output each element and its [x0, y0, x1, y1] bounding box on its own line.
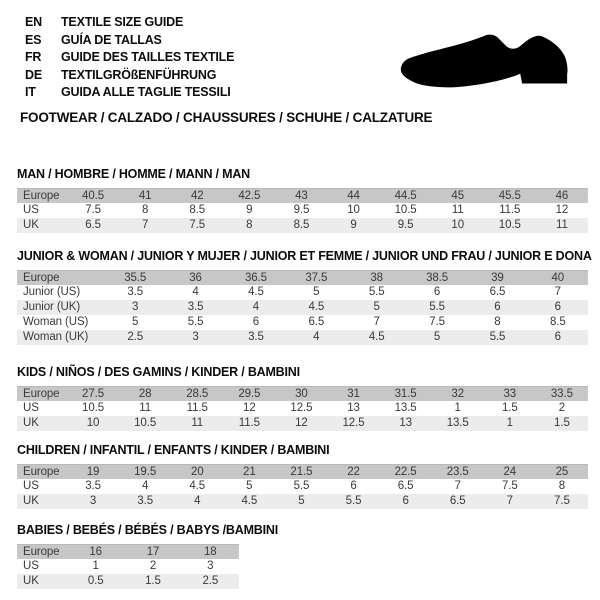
size-cell: 46 — [555, 190, 569, 202]
size-cell: 39 — [491, 272, 504, 284]
size-cell: 4.5 — [189, 480, 206, 492]
size-cell: 7.5 — [554, 495, 570, 507]
size-cell: 3.5 — [187, 301, 204, 313]
row-label: US — [23, 560, 39, 572]
size-cell: 25 — [555, 466, 569, 478]
size-cell: 5.5 — [293, 480, 310, 492]
size-table — [17, 464, 588, 509]
section-title: BABIES / BEBÉS / BÉBÉS / BABYS /BAMBINI — [17, 523, 278, 537]
size-table — [17, 386, 588, 431]
table-row — [17, 218, 588, 233]
size-cell: 7 — [373, 316, 380, 328]
size-cell: 3 — [89, 495, 97, 507]
size-cell: 42.5 — [238, 190, 261, 202]
size-cell: 31 — [347, 388, 360, 400]
size-cell: 12 — [295, 417, 308, 429]
size-cell: 33 — [503, 388, 517, 400]
size-cell: 45 — [451, 190, 464, 202]
size-cell: 4.5 — [248, 286, 264, 298]
size-cell: 11 — [451, 204, 464, 216]
language-row — [25, 32, 234, 50]
size-cell: 36.5 — [244, 272, 267, 284]
size-cell: 40 — [551, 272, 565, 284]
language-code: DE — [25, 67, 42, 82]
size-cell: 13 — [347, 402, 360, 414]
size-cell: 11.5 — [499, 204, 521, 216]
row-label: Junior (UK) — [23, 301, 81, 313]
size-cell: 4 — [192, 286, 199, 298]
size-cell: 12.5 — [342, 417, 365, 429]
size-cell: 7 — [141, 219, 149, 231]
size-cell: 42 — [190, 190, 204, 202]
size-cell: 2.5 — [202, 575, 219, 587]
size-cell: 7 — [454, 480, 461, 492]
table-row — [17, 315, 588, 330]
size-cell: 8 — [494, 316, 501, 328]
row-label: UK — [23, 495, 39, 507]
row-label: UK — [23, 219, 39, 231]
section-title: JUNIOR & WOMAN / JUNIOR Y MUJER / JUNIOR ET FEMME / JUNIOR UND FRAU / JUNIOR E DONA — [17, 249, 592, 263]
size-cell: 40.5 — [82, 190, 105, 202]
section-title: MAN / HOMBRE / HOMME / MANN / MAN — [17, 167, 250, 181]
table-row — [17, 574, 239, 589]
row-label: UK — [23, 575, 39, 587]
size-cell: 11 — [139, 402, 152, 414]
size-table — [17, 188, 588, 233]
size-cell: 41 — [138, 190, 152, 202]
row-label: Europe — [23, 388, 60, 400]
section-babies — [17, 524, 588, 589]
size-cell: 3 — [207, 560, 214, 572]
size-cell: 7 — [554, 286, 561, 298]
language-code: ES — [25, 32, 42, 47]
size-cell: 8 — [558, 480, 566, 492]
table-row — [17, 401, 588, 416]
row-label: Europe — [23, 190, 60, 202]
language-row — [25, 49, 234, 67]
size-cell: 23.5 — [446, 466, 469, 478]
size-cell: 20 — [190, 466, 204, 478]
size-cell: 22 — [347, 466, 360, 478]
size-cell: 5.5 — [187, 316, 204, 328]
language-row — [25, 14, 234, 32]
size-cell: 1 — [454, 402, 461, 414]
language-title: TEXTILGRÖßENFÜHRUNG — [61, 67, 217, 82]
size-cell: 6.5 — [308, 316, 325, 328]
table-row — [17, 285, 588, 300]
language-title: GUIDA ALLE TAGLIE TESSILI — [61, 85, 231, 99]
row-label: Woman (UK) — [23, 331, 89, 343]
size-cell: 11 — [191, 417, 204, 429]
size-cell: 6 — [402, 495, 409, 507]
size-cell: 13 — [399, 417, 412, 429]
size-cell: 4 — [141, 480, 149, 492]
table-row — [17, 416, 588, 431]
row-label: Woman (US) — [23, 316, 89, 328]
size-cell: 44 — [347, 190, 360, 202]
size-cell: 7.5 — [189, 219, 206, 231]
size-cell: 9 — [246, 204, 253, 216]
size-cell: 10.5 — [82, 402, 105, 414]
size-cell: 30 — [295, 388, 308, 400]
size-cell: 8 — [141, 204, 149, 216]
size-cell: 4.5 — [308, 301, 325, 313]
size-cell: 5 — [433, 331, 441, 343]
size-cell: 3.5 — [248, 331, 264, 343]
size-cell: 12.5 — [290, 402, 313, 414]
size-cell: 3 — [132, 301, 139, 313]
size-cell: 36 — [189, 272, 202, 284]
size-cell: 6.5 — [85, 219, 101, 231]
table-row — [17, 494, 588, 509]
size-cell: 38 — [370, 272, 383, 284]
size-cell: 9.5 — [397, 219, 414, 231]
size-cell: 28.5 — [186, 388, 209, 400]
table-row — [17, 203, 588, 218]
size-cell: 12 — [555, 204, 569, 216]
section-kids — [17, 366, 588, 431]
size-cell: 1.5 — [554, 417, 570, 429]
size-cell: 10 — [451, 219, 464, 231]
language-row — [25, 84, 234, 102]
size-cell: 6 — [252, 316, 260, 328]
size-cell: 6.5 — [449, 495, 466, 507]
size-cell: 6.5 — [397, 480, 414, 492]
section-children — [17, 444, 588, 509]
language-title: GUIDE DES TAILLES TEXTILE — [61, 50, 235, 64]
language-title: TEXTILE SIZE GUIDE — [61, 15, 184, 29]
size-cell: 5.5 — [429, 301, 445, 313]
size-cell: 13.5 — [446, 417, 469, 429]
size-cell: 37.5 — [305, 272, 328, 284]
size-cell: 16 — [89, 546, 102, 558]
table-row — [17, 386, 588, 401]
table-row — [17, 330, 588, 345]
language-code: FR — [25, 50, 42, 64]
size-cell: 10 — [86, 417, 100, 429]
size-cell: 2 — [149, 560, 157, 572]
size-cell: 3 — [192, 331, 199, 343]
size-cell: 6 — [554, 301, 561, 313]
table-row — [17, 479, 588, 494]
size-cell: 4 — [194, 495, 201, 507]
size-cell: 10 — [347, 204, 360, 216]
size-cell: 5.5 — [345, 495, 362, 507]
size-cell: 21 — [243, 466, 256, 478]
size-cell: 17 — [146, 546, 160, 558]
size-cell: 10.5 — [134, 417, 157, 429]
size-cell: 10.5 — [498, 219, 521, 231]
language-title: GUÍA DE TALLAS — [61, 32, 162, 47]
language-header — [25, 14, 234, 102]
size-cell: 11 — [556, 219, 568, 231]
row-label: Junior (US) — [23, 286, 81, 298]
size-cell: 4.5 — [241, 495, 258, 507]
size-cell: 7 — [506, 495, 513, 507]
size-cell: 38.5 — [426, 272, 449, 284]
size-cell: 6.5 — [489, 286, 506, 298]
size-cell: 5 — [298, 495, 305, 507]
row-label: Europe — [23, 546, 60, 558]
size-cell: 4 — [252, 301, 260, 313]
size-cell: 5 — [132, 316, 139, 328]
table-row — [17, 464, 588, 479]
size-cell: 6 — [350, 480, 357, 492]
size-cell: 4 — [313, 331, 320, 343]
row-label: US — [23, 480, 39, 492]
size-cell: 8.5 — [549, 316, 566, 328]
size-cell: 1.5 — [501, 402, 518, 414]
size-cell: 6 — [554, 331, 561, 343]
size-cell: 18 — [204, 546, 217, 558]
size-cell: 5 — [373, 301, 380, 313]
size-cell: 7.5 — [429, 316, 445, 328]
size-cell: 29.5 — [238, 388, 261, 400]
language-row — [25, 67, 234, 85]
size-cell: 13.5 — [394, 402, 417, 414]
table-row — [17, 270, 588, 285]
size-cell: 4.5 — [368, 331, 385, 343]
size-cell: 22.5 — [394, 466, 417, 478]
row-label: US — [23, 402, 39, 414]
size-cell: 6 — [494, 301, 501, 313]
size-cell: 24 — [503, 466, 517, 478]
section-title: CHILDREN / INFANTIL / ENFANTS / KINDER / BAMBINI — [17, 443, 330, 457]
row-label: US — [23, 204, 39, 216]
section-man — [17, 168, 588, 233]
size-cell: 33.5 — [550, 388, 573, 400]
language-code: IT — [25, 85, 36, 99]
language-code: EN — [25, 15, 42, 29]
row-label: Europe — [23, 272, 60, 284]
size-cell: 0.5 — [87, 575, 104, 587]
size-cell: 3.5 — [127, 286, 144, 298]
table-row — [17, 559, 239, 574]
size-cell: 27.5 — [82, 388, 105, 400]
section-junior-woman — [17, 249, 592, 345]
size-cell: 7.5 — [501, 480, 518, 492]
size-cell: 28 — [138, 388, 152, 400]
table-row — [17, 188, 588, 203]
row-label: UK — [23, 417, 39, 429]
table-row — [17, 300, 588, 315]
size-cell: 1.5 — [145, 575, 161, 587]
size-cell: 43 — [295, 190, 308, 202]
size-cell: 5 — [246, 480, 253, 492]
size-cell: 8.5 — [293, 219, 310, 231]
size-cell: 8.5 — [189, 204, 206, 216]
section-title: KIDS / NIÑOS / DES GAMINS / KINDER / BAMBINI — [17, 365, 300, 379]
size-cell: 19.5 — [134, 466, 157, 478]
row-label: Europe — [23, 466, 60, 478]
size-table — [17, 544, 239, 589]
size-cell: 11.5 — [186, 402, 208, 414]
size-cell: 35.5 — [124, 272, 147, 284]
size-cell: 31.5 — [394, 388, 417, 400]
size-cell: 3.5 — [85, 480, 101, 492]
size-cell: 10.5 — [394, 204, 417, 216]
size-cell: 1 — [506, 417, 513, 429]
size-cell: 11.5 — [238, 417, 260, 429]
size-cell: 44.5 — [394, 190, 417, 202]
size-cell: 9 — [350, 219, 357, 231]
size-cell: 45.5 — [498, 190, 521, 202]
size-cell: 5.5 — [368, 286, 385, 298]
size-cell: 32 — [451, 388, 464, 400]
size-cell: 2.5 — [127, 331, 144, 343]
dress-shoe-icon — [392, 18, 578, 106]
size-cell: 6 — [433, 286, 441, 298]
size-cell: 8 — [246, 219, 253, 231]
size-cell: 5 — [313, 286, 320, 298]
table-row — [17, 544, 239, 559]
size-cell: 2 — [558, 402, 566, 414]
size-cell: 1 — [92, 560, 99, 572]
size-cell: 9.5 — [293, 204, 310, 216]
size-cell: 12 — [243, 402, 256, 414]
size-cell: 5.5 — [489, 331, 506, 343]
size-cell: 3.5 — [137, 495, 153, 507]
size-table — [17, 270, 588, 345]
size-cell: 21.5 — [290, 466, 313, 478]
size-cell: 19 — [86, 466, 100, 478]
size-cell: 7.5 — [85, 204, 101, 216]
category-title: FOOTWEAR / CALZADO / CHAUSSURES / SCHUHE / CALZATURE — [20, 110, 433, 125]
